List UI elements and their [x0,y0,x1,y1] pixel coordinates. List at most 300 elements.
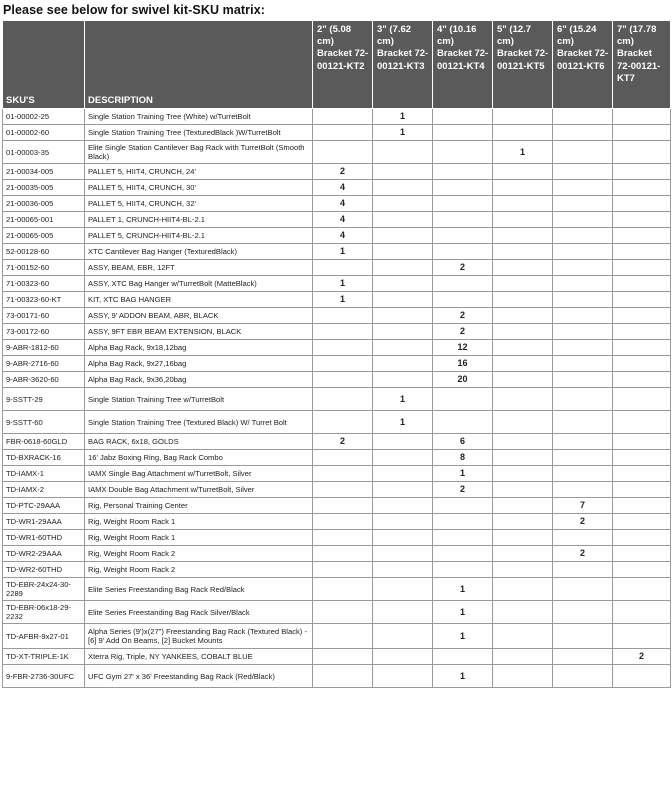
quantity-cell-kt7 [613,212,671,228]
quantity-cell-kt4 [433,276,493,292]
quantity-cell-kt7 [613,388,671,411]
quantity-cell-kt5 [493,482,553,498]
quantity-cell-kt4: 8 [433,450,493,466]
quantity-cell-kt6 [553,308,613,324]
quantity-cell-kt2 [313,125,373,141]
description-cell: ASSY, BEAM, EBR, 12FT [85,260,313,276]
description-cell: PALLET 5, HIIT4, CRUNCH, 24' [85,164,313,180]
quantity-cell-kt2: 2 [313,434,373,450]
quantity-cell-kt5 [493,180,553,196]
quantity-cell-kt4 [433,125,493,141]
quantity-cell-kt3: 1 [373,109,433,125]
quantity-cell-kt4: 2 [433,324,493,340]
sku-cell: 21-00034-005 [3,164,85,180]
quantity-cell-kt7 [613,466,671,482]
table-row [3,578,671,601]
quantity-cell-kt4 [433,164,493,180]
quantity-cell-kt6 [553,562,613,578]
quantity-cell-kt5 [493,546,553,562]
header-description: DESCRIPTION [85,21,313,109]
quantity-cell-kt6 [553,324,613,340]
quantity-cell-kt3 [373,276,433,292]
description-cell: ASSY, 9' ADDON BEAM, ABR, BLACK [85,308,313,324]
quantity-cell-kt2: 1 [313,292,373,308]
quantity-cell-kt3 [373,372,433,388]
table-row [3,228,671,244]
table-row [3,498,671,514]
quantity-cell-kt2 [313,388,373,411]
quantity-cell-kt2: 4 [313,228,373,244]
quantity-cell-kt5 [493,388,553,411]
quantity-cell-kt4 [433,212,493,228]
quantity-cell-kt3 [373,260,433,276]
sku-cell: TD-IAMX-2 [3,482,85,498]
quantity-cell-kt3 [373,514,433,530]
quantity-cell-kt3 [373,180,433,196]
quantity-cell-kt6 [553,434,613,450]
quantity-cell-kt4 [433,109,493,125]
quantity-cell-kt5 [493,260,553,276]
quantity-cell-kt5 [493,212,553,228]
quantity-cell-kt3 [373,482,433,498]
quantity-cell-kt2 [313,308,373,324]
quantity-cell-kt7 [613,180,671,196]
quantity-cell-kt5 [493,498,553,514]
quantity-cell-kt7 [613,482,671,498]
quantity-cell-kt7 [613,141,671,164]
quantity-cell-kt3 [373,562,433,578]
sku-cell: 73-00171-60 [3,308,85,324]
quantity-cell-kt4 [433,649,493,665]
sku-cell: TD-BXRACK-16 [3,450,85,466]
quantity-cell-kt7 [613,546,671,562]
quantity-cell-kt5 [493,292,553,308]
quantity-cell-kt5 [493,649,553,665]
sku-cell: FBR-0618-60GLD [3,434,85,450]
sku-cell: 01-00002-60 [3,125,85,141]
sku-cell: 71-00323-60 [3,276,85,292]
quantity-cell-kt2: 4 [313,212,373,228]
quantity-cell-kt2 [313,482,373,498]
quantity-cell-kt7 [613,514,671,530]
description-cell: Elite Series Freestanding Bag Rack Red/Black [85,578,313,601]
sku-cell: 21-00065-005 [3,228,85,244]
quantity-cell-kt6 [553,141,613,164]
description-cell: Alpha Series (9')x(27") Freestanding Bag Rack (Textured Black) - [6] 9' Add On Beams, [2] Bucket Mounts [85,624,313,649]
quantity-cell-kt6 [553,164,613,180]
table-row [3,125,671,141]
description-cell: XTC Cantilever Bag Hanger (TexturedBlack) [85,244,313,260]
quantity-cell-kt2 [313,514,373,530]
quantity-cell-kt6 [553,196,613,212]
quantity-cell-kt6 [553,601,613,624]
quantity-cell-kt2: 2 [313,164,373,180]
quantity-cell-kt4 [433,546,493,562]
sku-cell: 73-00172-60 [3,324,85,340]
quantity-cell-kt6 [553,340,613,356]
quantity-cell-kt2: 4 [313,196,373,212]
quantity-cell-kt7 [613,498,671,514]
table-row [3,372,671,388]
quantity-cell-kt4 [433,498,493,514]
description-cell: Single Station Training Tree w/TurretBolt [85,388,313,411]
description-cell: PALLET 5, HIIT4, CRUNCH, 30' [85,180,313,196]
quantity-cell-kt5 [493,562,553,578]
description-cell: ASSY, XTC Bag Hanger w/TurretBolt (MatteBlack) [85,276,313,292]
table-row [3,260,671,276]
quantity-cell-kt7 [613,411,671,434]
quantity-cell-kt4: 2 [433,308,493,324]
quantity-cell-kt3 [373,649,433,665]
quantity-cell-kt2 [313,141,373,164]
sku-cell: TD-EBR-06x18-29-2232 [3,601,85,624]
description-cell: Elite Single Station Cantilever Bag Rack with TurretBolt (Smooth Black) [85,141,313,164]
quantity-cell-kt7 [613,578,671,601]
quantity-cell-kt2 [313,498,373,514]
quantity-cell-kt6 [553,125,613,141]
table-row [3,388,671,411]
sku-cell: 9-SSTT-60 [3,411,85,434]
quantity-cell-kt3 [373,356,433,372]
quantity-cell-kt5 [493,466,553,482]
quantity-cell-kt2 [313,601,373,624]
quantity-cell-kt3 [373,196,433,212]
quantity-cell-kt7 [613,276,671,292]
quantity-cell-kt3: 1 [373,125,433,141]
description-cell: IAMX Double Bag Attachment w/TurretBolt, Silver [85,482,313,498]
quantity-cell-kt3 [373,340,433,356]
quantity-cell-kt7 [613,292,671,308]
quantity-cell-kt3 [373,212,433,228]
quantity-cell-kt6 [553,228,613,244]
table-row [3,482,671,498]
quantity-cell-kt7 [613,228,671,244]
description-cell: Rig, Weight Room Rack 2 [85,546,313,562]
sku-matrix-table [2,20,671,688]
table-row [3,411,671,434]
sku-cell: 21-00065-001 [3,212,85,228]
quantity-cell-kt6: 2 [553,546,613,562]
description-cell: Elite Series Freestanding Bag Rack Silver/Black [85,601,313,624]
table-row [3,109,671,125]
table-row [3,196,671,212]
description-cell: Rig, Weight Room Rack 1 [85,530,313,546]
table-row [3,292,671,308]
sku-cell: 01-00002-25 [3,109,85,125]
quantity-cell-kt3: 1 [373,388,433,411]
quantity-cell-kt6 [553,482,613,498]
table-row [3,530,671,546]
quantity-cell-kt2: 1 [313,244,373,260]
quantity-cell-kt7 [613,324,671,340]
quantity-cell-kt4: 20 [433,372,493,388]
quantity-cell-kt4: 12 [433,340,493,356]
table-row [3,665,671,688]
sku-cell: 01-00003-35 [3,141,85,164]
quantity-cell-kt7 [613,601,671,624]
sku-cell: 52-00128-60 [3,244,85,260]
quantity-cell-kt2 [313,450,373,466]
quantity-cell-kt5 [493,514,553,530]
quantity-cell-kt2 [313,624,373,649]
header-bracket-kt5: 5" (12.7 cm) Bracket 72-00121-KT5 [493,21,553,109]
table-row [3,340,671,356]
quantity-cell-kt4 [433,228,493,244]
quantity-cell-kt7 [613,562,671,578]
quantity-cell-kt6: 2 [553,514,613,530]
sku-cell: TD-WR2-60THD [3,562,85,578]
quantity-cell-kt7 [613,624,671,649]
quantity-cell-kt7 [613,450,671,466]
quantity-cell-kt3 [373,546,433,562]
quantity-cell-kt2 [313,411,373,434]
description-cell: Alpha Bag Rack, 9x36,20bag [85,372,313,388]
quantity-cell-kt5 [493,109,553,125]
sku-cell: 21-00036-005 [3,196,85,212]
quantity-cell-kt2 [313,324,373,340]
table-row [3,324,671,340]
table-row [3,276,671,292]
quantity-cell-kt4: 6 [433,434,493,450]
quantity-cell-kt3 [373,601,433,624]
quantity-cell-kt5 [493,125,553,141]
quantity-cell-kt7 [613,372,671,388]
table-row [3,624,671,649]
sku-cell: TD-AFBR-9x27-01 [3,624,85,649]
quantity-cell-kt6 [553,292,613,308]
quantity-cell-kt4: 1 [433,601,493,624]
description-cell: PALLET 5, CRUNCH-HIIT4-BL-2.1 [85,228,313,244]
quantity-cell-kt5 [493,665,553,688]
quantity-cell-kt5 [493,244,553,260]
quantity-cell-kt2 [313,546,373,562]
quantity-cell-kt5 [493,530,553,546]
table-row [3,514,671,530]
description-cell: Rig, Weight Room Rack 1 [85,514,313,530]
quantity-cell-kt5 [493,450,553,466]
quantity-cell-kt2 [313,356,373,372]
sku-cell: 9-SSTT-29 [3,388,85,411]
table-row [3,649,671,665]
description-cell: PALLET 5, HIIT4, CRUNCH, 32' [85,196,313,212]
header-bracket-kt2: 2" (5.08 cm) Bracket 72-00121-KT2 [313,21,373,109]
description-cell: Xterra Rig, Triple, NY YANKEES, COBALT BLUE [85,649,313,665]
table-header [3,21,671,109]
quantity-cell-kt3 [373,324,433,340]
quantity-cell-kt4 [433,141,493,164]
description-cell: Single Station Training Tree (Textured Black) W/ Turret Bolt [85,411,313,434]
quantity-cell-kt2 [313,649,373,665]
quantity-cell-kt7 [613,109,671,125]
quantity-cell-kt5 [493,578,553,601]
quantity-cell-kt7: 2 [613,649,671,665]
quantity-cell-kt6 [553,109,613,125]
quantity-cell-kt5 [493,308,553,324]
table-row [3,244,671,260]
quantity-cell-kt6 [553,260,613,276]
table-row [3,466,671,482]
quantity-cell-kt3 [373,141,433,164]
table-row [3,434,671,450]
sku-cell: 9-ABR-1812-60 [3,340,85,356]
quantity-cell-kt3: 1 [373,411,433,434]
sku-cell: 9-FBR-2736-30UFC [3,665,85,688]
header-bracket-kt7: 7" (17.78 cm) Bracket 72-00121-KT7 [613,21,671,109]
quantity-cell-kt3 [373,164,433,180]
description-cell: KIT, XTC BAG HANGER [85,292,313,308]
quantity-cell-kt6 [553,624,613,649]
quantity-cell-kt6 [553,450,613,466]
quantity-cell-kt7 [613,530,671,546]
quantity-cell-kt2: 1 [313,276,373,292]
quantity-cell-kt4: 1 [433,578,493,601]
description-cell: PALLET 1, CRUNCH-HIIT4-BL-2.1 [85,212,313,228]
quantity-cell-kt5 [493,601,553,624]
description-cell: ASSY, 9FT EBR BEAM EXTENSION, BLACK [85,324,313,340]
quantity-cell-kt7 [613,434,671,450]
table-row [3,180,671,196]
quantity-cell-kt6 [553,411,613,434]
table-row [3,356,671,372]
quantity-cell-kt6 [553,356,613,372]
quantity-cell-kt2 [313,562,373,578]
header-bracket-kt3: 3" (7.62 cm) Bracket 72-00121-KT3 [373,21,433,109]
quantity-cell-kt5 [493,228,553,244]
quantity-cell-kt4: 16 [433,356,493,372]
sku-cell: TD-EBR-24x24-30-2289 [3,578,85,601]
quantity-cell-kt5 [493,324,553,340]
quantity-cell-kt3 [373,244,433,260]
sku-cell: 71-00323-60-KT [3,292,85,308]
quantity-cell-kt6 [553,276,613,292]
quantity-cell-kt4: 2 [433,482,493,498]
quantity-cell-kt6 [553,372,613,388]
quantity-cell-kt3 [373,466,433,482]
quantity-cell-kt5 [493,164,553,180]
quantity-cell-kt4 [433,530,493,546]
header-bracket-kt4: 4" (10.16 cm) Bracket 72-00121-KT4 [433,21,493,109]
quantity-cell-kt4: 1 [433,466,493,482]
quantity-cell-kt2 [313,665,373,688]
header-sku: SKU'S [3,21,85,109]
sku-cell: TD-XT-TRIPLE-1K [3,649,85,665]
table-row [3,164,671,180]
quantity-cell-kt7 [613,665,671,688]
quantity-cell-kt4: 2 [433,260,493,276]
quantity-cell-kt2 [313,260,373,276]
quantity-cell-kt2 [313,578,373,601]
quantity-cell-kt5 [493,372,553,388]
quantity-cell-kt2 [313,340,373,356]
quantity-cell-kt4 [433,562,493,578]
quantity-cell-kt7 [613,244,671,260]
description-cell: Rig, Personal Training Center [85,498,313,514]
description-cell: UFC Gym 27' x 36' Freestanding Bag Rack (Red/Black) [85,665,313,688]
quantity-cell-kt6 [553,388,613,411]
quantity-cell-kt4 [433,388,493,411]
page-title: Please see below for swivel kit-SKU matrix: [3,3,266,17]
header-row [3,21,671,109]
quantity-cell-kt4 [433,196,493,212]
sku-cell: TD-WR2-29AAA [3,546,85,562]
quantity-cell-kt3 [373,292,433,308]
quantity-cell-kt7 [613,125,671,141]
quantity-cell-kt4: 1 [433,665,493,688]
sku-cell: 71-00152-60 [3,260,85,276]
quantity-cell-kt6 [553,180,613,196]
quantity-cell-kt7 [613,196,671,212]
quantity-cell-kt3 [373,434,433,450]
description-cell: IAMX Single Bag Attachment w/TurretBolt, Silver [85,466,313,482]
quantity-cell-kt5 [493,340,553,356]
description-cell: Rig, Weight Room Rack 2 [85,562,313,578]
table-row [3,546,671,562]
description-cell: 16' Jabz Boxing Ring, Bag Rack Combo [85,450,313,466]
sku-cell: TD-WR1-29AAA [3,514,85,530]
quantity-cell-kt7 [613,340,671,356]
table-row [3,601,671,624]
quantity-cell-kt2 [313,372,373,388]
quantity-cell-kt7 [613,308,671,324]
quantity-cell-kt4 [433,244,493,260]
quantity-cell-kt5 [493,196,553,212]
header-bracket-kt6: 6" (15.24 cm) Bracket 72-00121-KT6 [553,21,613,109]
sku-cell: TD-IAMX-1 [3,466,85,482]
quantity-cell-kt3 [373,530,433,546]
table-body [3,109,671,688]
quantity-cell-kt4 [433,514,493,530]
quantity-cell-kt4 [433,411,493,434]
quantity-cell-kt7 [613,356,671,372]
quantity-cell-kt6 [553,530,613,546]
description-cell: Single Station Training Tree (TexturedBlack )W/TurretBolt [85,125,313,141]
sku-cell: 9-ABR-3620-60 [3,372,85,388]
quantity-cell-kt4: 1 [433,624,493,649]
quantity-cell-kt2 [313,530,373,546]
quantity-cell-kt3 [373,498,433,514]
quantity-cell-kt3 [373,228,433,244]
quantity-cell-kt6 [553,212,613,228]
quantity-cell-kt6 [553,578,613,601]
quantity-cell-kt6 [553,649,613,665]
quantity-cell-kt5 [493,356,553,372]
quantity-cell-kt3 [373,308,433,324]
description-cell: BAG RACK, 6x18, GOLDS [85,434,313,450]
table-row [3,141,671,164]
quantity-cell-kt7 [613,260,671,276]
quantity-cell-kt4 [433,292,493,308]
quantity-cell-kt6 [553,466,613,482]
description-cell: Alpha Bag Rack, 9x27,16bag [85,356,313,372]
table-row [3,212,671,228]
quantity-cell-kt2 [313,109,373,125]
quantity-cell-kt5: 1 [493,141,553,164]
sku-cell: TD-PTC-29AAA [3,498,85,514]
quantity-cell-kt5 [493,411,553,434]
quantity-cell-kt7 [613,164,671,180]
quantity-cell-kt5 [493,434,553,450]
quantity-cell-kt2 [313,466,373,482]
description-cell: Alpha Bag Rack, 9x18,12bag [85,340,313,356]
sku-cell: TD-WR1-60THD [3,530,85,546]
table-row [3,450,671,466]
quantity-cell-kt4 [433,180,493,196]
description-cell: Single Station Training Tree (White) w/TurretBolt [85,109,313,125]
sku-cell: 9-ABR-2716-60 [3,356,85,372]
quantity-cell-kt6 [553,244,613,260]
quantity-cell-kt5 [493,276,553,292]
quantity-cell-kt3 [373,450,433,466]
